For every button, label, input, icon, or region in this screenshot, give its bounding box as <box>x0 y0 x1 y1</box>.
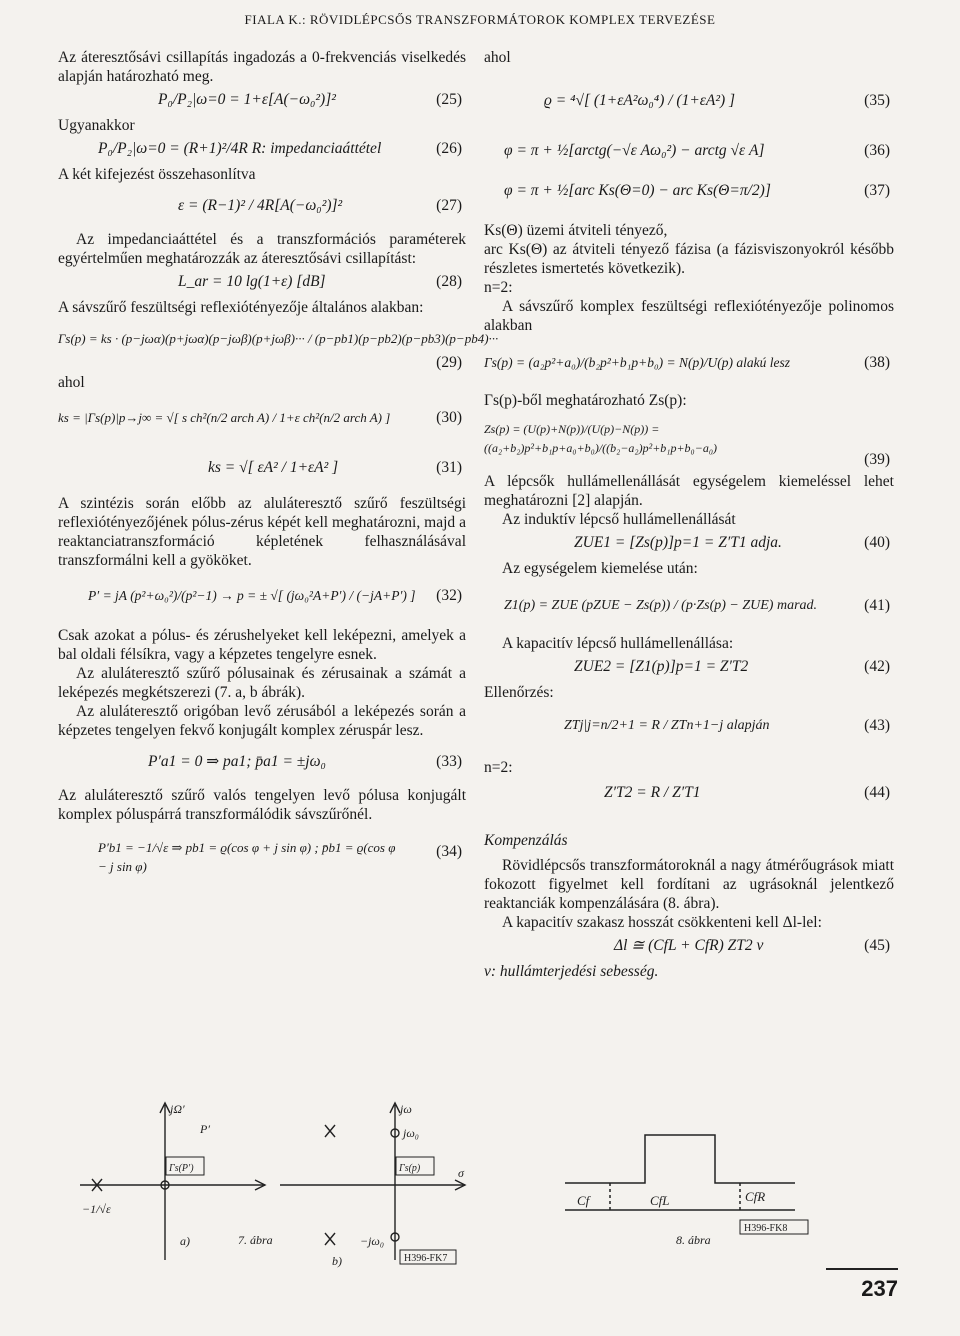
fig7-label: P′ <box>200 1122 210 1136</box>
paragraph: Az aluláteresztő szűrő pólusainak és zérusainak a számát a leképezés megkétszerezi (7. a, b ábrák). <box>58 665 466 701</box>
paragraph: Γs(p)-ből meghatározható Zs(p): <box>484 392 687 409</box>
equation-40: ZUE1 = [Zs(p)]p=1 = Z′T1 adja. (40) <box>574 534 890 551</box>
equation-44: Z′T2 = R / Z′T1 (44) <box>604 784 890 801</box>
paragraph: A kapacitív szakasz hosszát csökkenteni kell Δl-lel: <box>502 914 822 931</box>
fig7-label: jω <box>400 1102 412 1116</box>
paragraph: A lépcsők hullámellenállását egységelem kiemeléssel lehet meghatározni [2] alapján. <box>484 473 894 509</box>
paragraph: Az aluláteresztő origóban levő zérusából a leképezés során a képzetes tengelyen fekvő konjugált komplex zéruspár lesz. <box>58 703 466 739</box>
paragraph: A sávszűrő komplex feszültségi reflexiótényezője polinomos alakban <box>484 298 894 334</box>
right-column <box>484 48 894 981</box>
equation-31: ks = √[ εA² / 1+εA² ] (31) <box>208 459 462 476</box>
paragraph: Az aluláteresztő szűrő valós tengelyen levő pólusa konjugált komplex póluspárrá transzformálódik sávszűrőnél. <box>58 787 466 823</box>
paragraph: Az induktív lépcső hullámellenállását <box>502 511 736 528</box>
transformer-outline <box>565 1135 795 1183</box>
equation-32: P′ = jA (p²+ω₀²)/(p²−1) → p = ± √[ (jω₀²A+P′) / (−jA+P′) ] (32) <box>88 587 462 604</box>
paragraph: ahol <box>58 374 85 391</box>
fig7-label: −1/√ε <box>82 1202 111 1216</box>
fig7-label: jΩ′ <box>170 1102 185 1116</box>
paragraph: A kapacitív lépcső hullámellenállása: <box>502 635 734 652</box>
equation-28: L_ar = 10 lg(1+ε) [dB] (28) <box>178 273 462 290</box>
capacitance-label: CfR <box>745 1189 766 1204</box>
equation-45: Δl ≅ (CfL + CfR) ZT2 v (45) <box>614 937 890 954</box>
paragraph: Ugyanakkor <box>58 117 135 134</box>
fig7-id: H396-FK7 <box>404 1253 448 1264</box>
fig8-id: H396-FK8 <box>744 1223 788 1234</box>
paragraph: Ks(Θ) üzemi átviteli tényező, <box>484 222 668 239</box>
figure-8-caption: 8. ábra <box>676 1233 711 1247</box>
paragraph: Csak azokat a pólus- és zérushelyeket kell leképezni, amelyek a bal oldali félsíkra, vagy a képzetes tengelyre esnek. <box>58 627 466 663</box>
paragraph: n=2: <box>484 759 513 776</box>
paragraph: A sávszűrő feszültségi reflexiótényezője általános alakban: <box>58 299 424 316</box>
equation-42: ZUE2 = [Z1(p)]p=1 = Z′T2 (42) <box>574 658 890 675</box>
equation-33: P′a1 = 0 ⇒ pa1; p̄a1 = ±jω₀ (33) <box>148 753 462 770</box>
capacitance-label: Cf <box>577 1193 590 1208</box>
fig7-label: a) <box>180 1234 190 1248</box>
fig7-label: −jω₀ <box>360 1234 385 1248</box>
section-heading: Kompenzálás <box>484 832 568 849</box>
paragraph: Az áteresztősávi csillapítás ingadozás a 0-frekvenciás viselkedés alapján határozható meg. <box>58 49 466 85</box>
fig7-label: jω₀ <box>403 1126 419 1140</box>
equation-39: Zs(p) = (U(p)+N(p))/(U(p)−N(p)) = ((a₂+b₂)p²+b₁p+a₀+b₀)/((b₂−a₂)p²+b₁p+b₀−a₀) (39) <box>484 422 890 468</box>
fig7-label: Γs(p) <box>399 1163 421 1174</box>
figure-7-caption: 7. ábra <box>238 1233 273 1247</box>
fig7-label: b) <box>332 1254 342 1268</box>
paragraph: A szintézis során előbb az aluláteresztő szűrő feszültségi reflexiótényezőjének pólus-zérus képét kell meghatározni, majd a reaktanciatranszformáció képletének felhasználásával transzformálni kell a gyököket. <box>58 495 466 569</box>
equation-36: φ = π + ½[arctg(−√ε Aω₀²) − arctg √ε A] (36) <box>504 142 890 159</box>
equation-29: Γs(p) = ks · (p−jωα)(p+jωα)(p−jωβ)(p+jωβ)··· / (p−pb1)(p−pb2)(p−pb3)(p−pb4)··· (29) <box>58 331 499 371</box>
equation-37: φ = π + ½[arc Ks(Θ=0) − arc Ks(Θ=π/2)] (37) <box>504 182 890 199</box>
equation-26: P₀/P₂|ω=0 = (R+1)²/4R R: impedanciaáttétel (26) <box>98 140 462 157</box>
paragraph: arc Ks(Θ) az átviteli tényező fázisa (a fázisviszonyokról később részletes ismertetés következik). <box>484 241 894 277</box>
equation-30: ks = |Γs(p)|p→j∞ = √[ s ch²(n/2 arch A) / 1+ε ch²(n/2 arch A) ] (30) <box>58 409 462 426</box>
paragraph: A két kifejezést összehasonlítva <box>58 166 256 183</box>
page-number: 237 <box>826 1268 898 1302</box>
equation-43: ZTj|j=n/2+1 = R / ZTn+1−j alapján (43) <box>564 717 890 734</box>
left-column <box>58 48 499 886</box>
equation-34: P′b1 = −1/√ε ⇒ pb1 = ϱ(cos φ + j sin φ) ; p̄b1 = ϱ(cos φ − j sin φ) (34) <box>98 840 462 874</box>
fig7-label: σ <box>458 1166 464 1180</box>
paragraph: Ellenőrzés: <box>484 684 554 701</box>
paragraph: Az impedanciaáttétel és a transzformációs paraméterek egyértelműen meghatározzák az áteresztősávi csillapítást: <box>58 231 466 267</box>
paragraph: Az egységelem kiemelése után: <box>502 560 698 577</box>
running-header: FIALA K.: RÖVIDLÉPCSŐS TRANSZFORMÁTOROK KOMPLEX TERVEZÉSE <box>244 12 716 27</box>
paragraph: v: hullámterjedési sebesség. <box>484 963 659 980</box>
equation-41: Z1(p) = ZUE (pZUE − Zs(p)) / (p·Zs(p) − ZUE) marad. (41) <box>504 597 890 614</box>
capacitance-label: CfL <box>650 1193 670 1208</box>
figure-8-diagram <box>555 1085 815 1235</box>
paragraph: Rövidlépcsős transzformátoroknál a nagy átmérőugrások miatt fokozott figyelmet kell fordítani az ugrásoknál jelentkező reaktanciák kompenzálására (8. ábra). <box>484 857 894 912</box>
equation-27: ε = (R−1)² / 4R[A(−ω₀²)]² (27) <box>178 197 462 214</box>
paragraph: ahol <box>484 49 511 66</box>
paragraph: n=2: <box>484 279 513 296</box>
equation-25: P₀/P₂|ω=0 = 1+ε[A(−ω₀²)]² (25) <box>158 91 462 108</box>
fig7-label: Γs(P′) <box>169 1163 194 1174</box>
equation-35: ϱ = ⁴√[ (1+εA²ω₀⁴) / (1+εA²) ] (35) <box>544 92 890 109</box>
equation-38: Γs(p) = (a₂p²+a₀)/(b₂p²+b₁p+b₀) = N(p)/U(p) alakú lesz (38) <box>484 354 890 371</box>
